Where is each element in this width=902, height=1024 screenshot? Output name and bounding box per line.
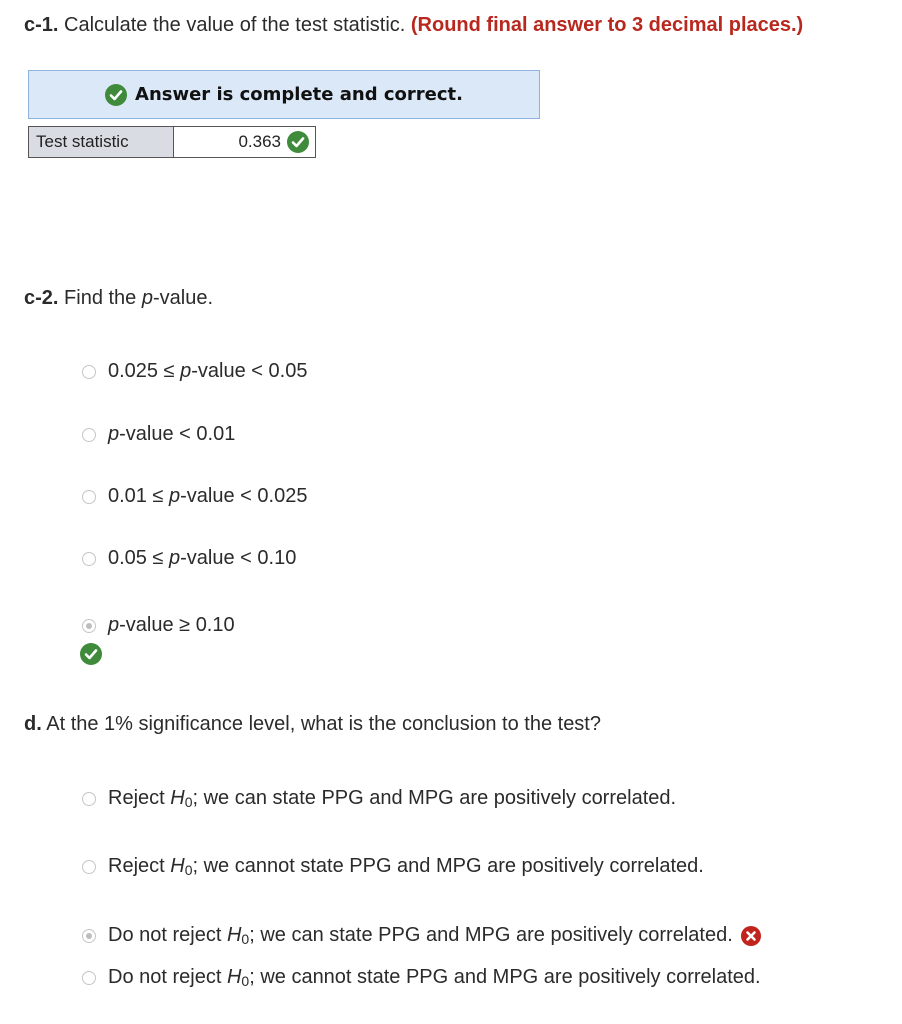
- radio-button[interactable]: [82, 490, 96, 504]
- pvalue-option[interactable]: [82, 423, 235, 446]
- option-label: 0.05 ≤ p-value < 0.10: [108, 547, 297, 569]
- conclusion-option[interactable]: [82, 787, 676, 810]
- check-circle-icon: [105, 84, 127, 106]
- pvalue-option[interactable]: [82, 547, 296, 570]
- question-prompt: Calculate the value of the test statistic.: [64, 14, 406, 36]
- test-statistic-value: 0.363: [238, 132, 281, 151]
- question-c2-heading: [24, 287, 213, 310]
- conclusion-option-selected[interactable]: [82, 924, 761, 947]
- radio-button[interactable]: [82, 428, 96, 442]
- option-label: Reject $H_0$; we can state PPG and MPG are positively correlated.: [108, 787, 677, 810]
- x-circle-icon: [741, 926, 761, 946]
- option-label: Do not reject $H_0$; we can state PPG and MPG are positively correlated.: [108, 924, 733, 947]
- check-circle-icon: [287, 131, 309, 153]
- option-label: 0.01 ≤ p-value < 0.025: [108, 485, 308, 507]
- rounding-note: (Round final answer to 3 decimal places.): [410, 14, 804, 36]
- check-circle-icon: [80, 643, 102, 665]
- pvalue-option[interactable]: [82, 485, 307, 508]
- radio-button[interactable]: [82, 792, 96, 806]
- radio-button[interactable]: [82, 860, 96, 874]
- test-statistic-row: [28, 126, 316, 158]
- question-d-heading: [24, 713, 601, 736]
- banner-text: Answer is complete and correct.: [135, 84, 463, 105]
- conclusion-option[interactable]: [82, 966, 761, 989]
- pvalue-option[interactable]: [82, 360, 307, 383]
- radio-button[interactable]: [82, 552, 96, 566]
- question-prompt-pre: Find the: [64, 287, 137, 309]
- radio-button-selected[interactable]: [82, 929, 96, 943]
- test-statistic-label: Test statistic: [28, 126, 174, 158]
- radio-button[interactable]: [82, 971, 96, 985]
- question-prompt-post: -value.: [152, 287, 214, 309]
- question-prompt: At the 1% significance level, what is the conclusion to the test?: [46, 713, 601, 735]
- option-label: Do not reject $H_0$; we cannot state PPG and MPG are positively correlated.: [108, 966, 761, 989]
- option-label: p-value ≥ 0.10: [108, 614, 235, 636]
- pvalue-option-selected[interactable]: [82, 614, 235, 637]
- radio-button[interactable]: [82, 365, 96, 379]
- question-number: d.: [24, 713, 42, 735]
- question-number: c-1.: [24, 14, 59, 36]
- option-label: 0.025 ≤ p-value < 0.05: [108, 360, 308, 382]
- option-label: Reject $H_0$; we cannot state PPG and MPG are positively correlated.: [108, 855, 704, 878]
- test-statistic-field[interactable]: [174, 126, 316, 158]
- answer-status-banner: [28, 70, 540, 119]
- question-prompt-italic: p: [141, 287, 153, 309]
- radio-button-selected[interactable]: [82, 619, 96, 633]
- conclusion-option[interactable]: [82, 855, 704, 878]
- question-c1-heading: [24, 14, 803, 37]
- question-number: c-2.: [24, 287, 59, 309]
- option-label: p-value < 0.01: [108, 423, 236, 445]
